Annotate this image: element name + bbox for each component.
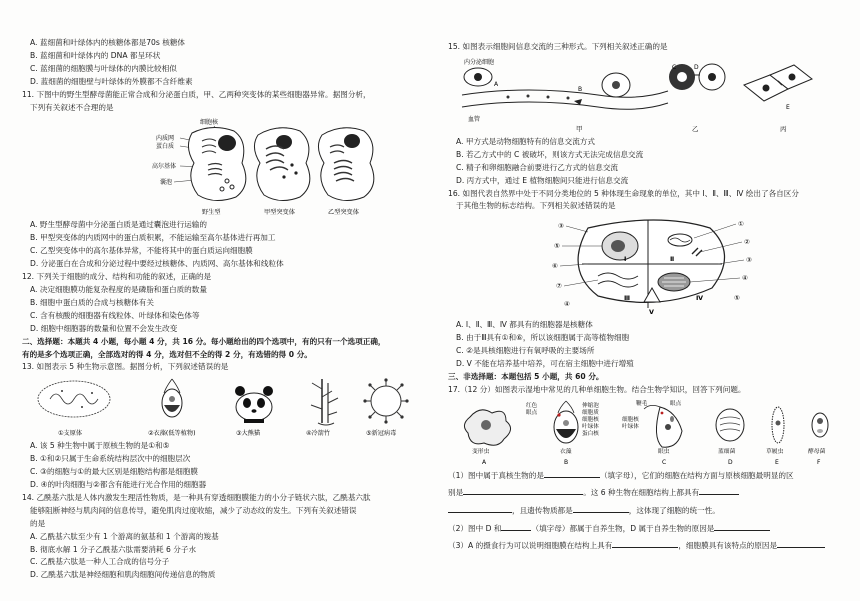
num-right-3: ③ (746, 256, 752, 265)
q17-part3-text-b: ，细胞膜具有该特点的原因是 (678, 541, 778, 551)
answer-blank-3[interactable] (699, 487, 739, 495)
q12-option-b: B. 细胞中蛋白质的合成与核糖体有关 (30, 297, 154, 307)
panda-image (235, 386, 273, 421)
roman-4: Ⅳ (696, 294, 704, 303)
caption-chlamydomonas: ②衣藻(低等植物) (148, 430, 196, 438)
mutant-a-cell (254, 128, 309, 201)
q14-option-a: A. 乙酰基六肽至少有 1 个游离的氨基和 1 个游离的羧基 (30, 531, 219, 541)
label-cytoplasm: 细胞质 (582, 409, 599, 416)
answer-blank-2[interactable] (463, 487, 583, 495)
name-yeast: 酵母菌 (808, 448, 826, 455)
q17-part1-text-b: （填字母），它们的细胞在结构方面与原核细胞最明显的区 (599, 470, 794, 480)
q17-part3-text-a: （3）A 的摄食行为可以说明细胞膜在结构上具有 (448, 541, 613, 551)
q16-option-b: B. 由于Ⅲ具有①和⑥，所以该细胞属于高等植物细胞 (456, 333, 630, 343)
q12-option-a: A. 决定细胞膜功能复杂程度的是磷脂和蛋白质的数量 (30, 284, 207, 294)
label-golgi: 高尔基体 (152, 163, 177, 171)
wild-type-cell (188, 128, 245, 201)
label-flagellum: 鞭毛 (636, 400, 648, 407)
q11-option-a: A. 野生型酵母菌中分泌蛋白质是通过囊泡进行运输的 (30, 220, 207, 230)
answer-blank-5[interactable] (573, 505, 629, 513)
q16-stem-1: 16. 如图代表自然界中处于不同分类地位的 5 种体现生命现象的单位，其中 Ⅰ、Ⅱ、Ⅲ、Ⅳ 绘出了各自区分 (448, 188, 799, 198)
caption-mycoplasma: ①支原体 (58, 430, 83, 438)
q17-stem: 17.（12 分）如图表示湿地中常见的几种单细胞生物。结合生物学知识，回答下列问题。 (448, 384, 746, 394)
q17-part2-text-b: （填字母）都属于自养生物，D 属于自养生物的原因是 (531, 523, 715, 533)
name-cyanobacteria: 蓝细菌 (718, 448, 736, 455)
caption-bing: 丙 (780, 124, 787, 133)
q17-part3-line (448, 540, 843, 551)
question-15 (448, 42, 843, 185)
num-right-4: ④ (742, 274, 748, 283)
q11-option-c: C. 乙型突变体中的高尔基体异常，不能将其中的蛋白质运向细胞膜 (30, 246, 253, 256)
q17-part2-text-a: （2）图中 D 和 (448, 523, 502, 533)
caption-panda: ③大熊猫 (236, 430, 261, 438)
q14-option-c: C. 乙酰基六肽是一种人工合成的信号分子 (30, 557, 170, 567)
mycoplasma-image (38, 381, 110, 417)
left-column (22, 38, 422, 583)
mutant-b-cell (318, 128, 373, 201)
num-left-4: ④ (564, 300, 570, 309)
caption-virus: ⑤新冠病毒 (366, 430, 397, 438)
cell-signaling-figure (448, 55, 843, 135)
q10-options (22, 38, 422, 86)
q17-part1-text-c: 别是 (448, 488, 464, 498)
bamboo-image (311, 379, 338, 425)
q17-part1-line1 (448, 470, 843, 481)
caption-mutant-b: 乙型突变体 (328, 209, 359, 217)
q17-part1-line3 (448, 505, 843, 516)
label-nucleus-b: 细胞核 (582, 416, 599, 423)
caption-bamboo: ④冷箭竹 (306, 430, 331, 438)
num-right-2: ② (744, 238, 750, 247)
q14-stem-1: 14. 乙酰基六肽是人体内激发生理活性物质，是一种具有穿透细胞膜能力的小分子链状六肽，乙酰基六肽 (22, 492, 371, 502)
label-red: 红色 (526, 402, 538, 409)
label-eyespot: 眼点 (526, 409, 538, 416)
q11-stem-2: 下列有关叙述不合理的是 (30, 102, 114, 112)
q13-option-d: D. ④的叶肉细胞与②都含有能进行光合作用的细胞器 (30, 480, 207, 490)
q14-option-b: B. 彻底水解 1 分子乙酰基六肽需要消耗 6 分子水 (30, 544, 197, 554)
roman-1: Ⅰ (624, 255, 627, 264)
question-12 (22, 272, 422, 333)
q15-option-c: C. 精子和卵细胞融合前要进行乙方式的信息交流 (456, 162, 619, 172)
q13-option-c: C. ③的细胞与①的最大区别是细胞结构都是细胞膜 (30, 467, 199, 477)
label-a: A (494, 80, 499, 88)
answer-blank-9[interactable] (777, 540, 825, 548)
q11-stem-1: 11. 下图中的野生型酵母菌能正常合成和分泌蛋白质，甲、乙两种突变体的某些细胞器异常。据图分析， (22, 89, 371, 99)
five-organisms-figure (22, 375, 422, 439)
letter-f: F (817, 458, 821, 466)
label-er: 内质网 (156, 135, 175, 143)
label-contractile-vacuole: 伸缩泡 (582, 402, 599, 409)
label-vesicle: 囊泡 (160, 179, 173, 187)
name-amoeba: 变形虫 (472, 448, 490, 455)
q10-option-c: C. 蓝细菌的细胞膜与叶绿体的内膜比较相似 (30, 63, 177, 73)
q16-stem-2: 于其他生物的标志结构。下列相关叙述错误的是 (456, 201, 616, 211)
answer-blank-4[interactable] (448, 505, 512, 513)
caption-mutant-a: 甲型突变体 (264, 209, 295, 217)
q14-option-d: D. 乙酰基六肽是神经细胞和肌肉细胞间传递信息的物质 (30, 570, 216, 580)
q10-option-d: D. 蓝细菌的细胞壁与叶绿体的外膜都不含纤维素 (30, 76, 193, 86)
label-pyrenoid: 蛋白核 (582, 430, 599, 437)
q15-option-a: A. 甲方式是动物细胞特有的信息交流方式 (456, 136, 595, 146)
q16-option-d: D. Ⅴ 不能在培养基中培养，可在宿主细胞中进行增殖 (456, 359, 634, 369)
label-nucleus-c: 细胞核 (622, 416, 639, 423)
euglena-image (644, 405, 682, 447)
section-3-header: 三、非选择题：本题包括 5 小题，共 60 分。 (448, 371, 604, 381)
section-2-line-2: 有的是多个选项正确，全部选对的得 4 分，选对但不全的得 2 分，有选错的得 0 分。 (22, 349, 312, 359)
label-blood-vessel: 血管 (468, 115, 481, 123)
num-left-6: ⑥ (552, 262, 558, 271)
question-11 (22, 90, 422, 269)
roman-2: Ⅱ (670, 255, 675, 264)
label-nucleus: 细胞核 (200, 119, 219, 127)
q16-option-a: A. Ⅰ、Ⅱ、Ⅲ、Ⅳ 都具有的细胞器是核糖体 (456, 320, 593, 330)
letter-a: A (482, 458, 487, 466)
question-17 (448, 385, 843, 551)
q10-option-b: B. 蓝细菌和叶绿体内的 DNA 都呈环状 (30, 50, 161, 60)
q10-option-a: A. 蓝细菌和叶绿体内的核糖体都是70s 核糖体 (30, 38, 186, 47)
q15-stem: 15. 如图表示细胞间信息交流的三种形式。下列相关叙述正确的是 (448, 42, 668, 51)
question-14 (22, 493, 422, 580)
num-right-1: ① (738, 220, 744, 229)
q15-option-b: B. 若乙方式中的 C 被破坏，则该方式无法完成信息交流 (456, 149, 644, 159)
q14-stem-2: 能够阻断神经与肌肉间的信息传导，避免肌肉过度收缩，减少了动态纹的发生。下列有关叙述错误 (30, 505, 357, 515)
letter-d: D (728, 458, 733, 466)
amoeba-image (464, 409, 510, 444)
label-chloroplast-c: 叶绿体 (622, 423, 639, 430)
name-euglena: 眼虫 (658, 448, 670, 455)
answer-blank-6[interactable] (501, 523, 531, 531)
question-16 (448, 189, 843, 369)
q13-stem: 13. 如图表示 5 种生物示意图。据图分析，下列叙述错误的是 (22, 362, 229, 372)
num-left-7: ⑦ (556, 282, 562, 291)
chlamydomonas-b-image (554, 401, 578, 443)
unicellular-organisms-figure (448, 397, 843, 467)
q12-option-d: D. 细胞中细胞器的数量和位置不会发生改变 (30, 323, 178, 333)
label-d: D (694, 63, 699, 71)
right-column (448, 42, 843, 558)
q11-option-b: B. 甲型突变体的内质网中的蛋白质积累，不能运输至高尔基体进行再加工 (30, 233, 276, 243)
q13-option-a: A. 该 5 种生物中属于原核生物的是①和⑤ (30, 441, 170, 451)
q17-part1-text-f: ，这体现了细胞的统一性。 (628, 506, 720, 516)
q11-option-d: D. 分泌蛋白在合成和分泌过程中要经过核糖体、内质网、高尔基体和线粒体 (30, 259, 284, 269)
name-paramecium: 草履虫 (766, 448, 784, 455)
roman-3: Ⅲ (624, 294, 631, 303)
num-right-5: ⑤ (734, 294, 740, 303)
caption-yi: 乙 (692, 124, 699, 133)
q15-option-d: D. 丙方式中，通过 E 植物细胞间只能进行信息交流 (456, 175, 629, 185)
q16-option-c: C. ②是具核细胞进行有氧呼吸的主要场所 (456, 346, 595, 356)
q13-option-b: B. ①和②只属于生命系统结构层次中的细胞层次 (30, 454, 191, 464)
answer-blank-1[interactable] (544, 470, 600, 478)
num-left-3: ③ (558, 222, 564, 231)
q12-option-c: C. 含有核酸的细胞器有线粒体、叶绿体和染色体等 (30, 310, 200, 320)
caption-wild-type: 野生型 (202, 209, 221, 217)
q17-part1-line2 (448, 487, 843, 498)
name-chlamydomonas: 衣藻 (560, 448, 572, 455)
q14-stem-3: 的是 (30, 518, 46, 528)
yeast-mutant-figure (22, 115, 422, 217)
cyanobacteria-image (716, 409, 744, 441)
answer-blank-7[interactable] (714, 523, 770, 531)
section-2-line-1: 二、选择题：本题共 4 小题，每小题 4 分，共 16 分。每小题给出的四个选项中，有的只有一个选项正确， (22, 336, 386, 346)
caption-jia: 甲 (576, 124, 583, 133)
coronavirus-image (363, 379, 408, 424)
paramecium-image (772, 407, 784, 443)
label-b: B (578, 85, 583, 93)
five-life-forms-figure (448, 214, 843, 318)
q17-part1-text-a: （1）图中属于真核生物的是 (448, 470, 544, 480)
q12-stem: 12. 下列关于细胞的成分、结构和功能的叙述，正确的是 (22, 272, 212, 282)
yeast-image (812, 413, 828, 437)
chlamydomonas-image (162, 379, 182, 417)
label-eyespot-c: 眼点 (670, 400, 682, 407)
label-chloroplast-b: 叶绿体 (582, 423, 599, 430)
label-endocrine-cell: 内分泌细胞 (464, 58, 495, 66)
roman-5: Ⅴ (649, 308, 654, 317)
section-2-header (22, 337, 422, 360)
q17-part2-line (448, 523, 843, 534)
letter-e: E (775, 458, 779, 466)
q17-part1-text-d: 。这 6 种生物在细胞结构上都具有 (583, 488, 700, 498)
label-protein: 蛋白质 (156, 143, 175, 151)
label-e: E (786, 103, 790, 111)
answer-blank-8[interactable] (612, 540, 678, 548)
q17-part1-text-e: ，且遗传物质都是 (512, 506, 573, 516)
letter-b: B (564, 458, 569, 466)
letter-c: C (662, 458, 667, 466)
label-c: C (672, 63, 677, 71)
question-13 (22, 362, 422, 489)
num-left-5: ⑤ (554, 242, 560, 251)
